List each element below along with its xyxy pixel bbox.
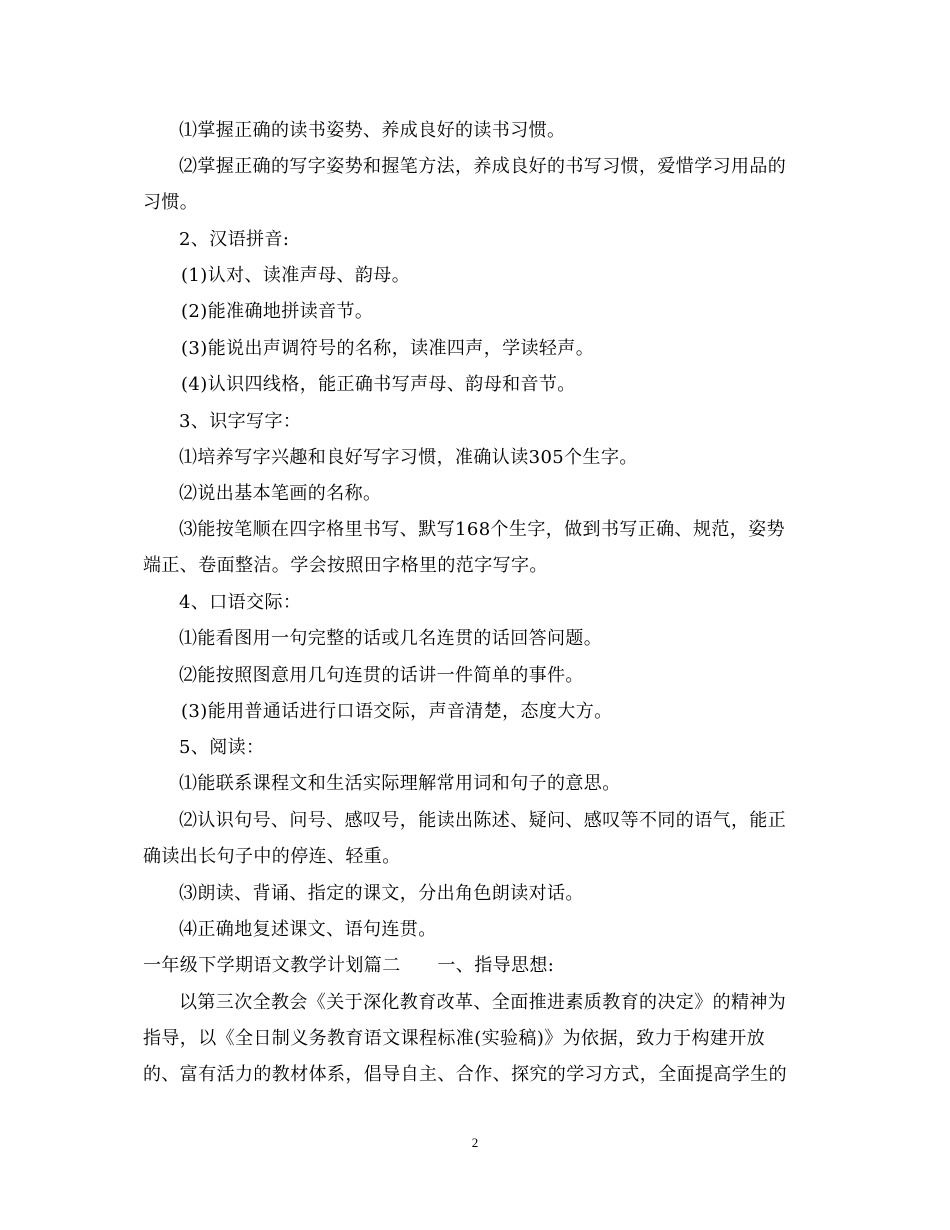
section-heading: 2、汉语拼音:	[179, 229, 290, 250]
article-heading: 一年级下学期语文教学计划篇二 一、指导思想:	[143, 955, 555, 976]
text-line: 端正、卷面整洁。学会按照田字格里的范字写字。	[143, 555, 548, 576]
text-line: ⑴掌握正确的读书姿势、养成良好的读书习惯。	[179, 120, 566, 141]
section-heading: 3、识字写字：	[179, 411, 302, 432]
text-line: ⑵说出基本笔画的名称。	[179, 483, 382, 504]
text-line: 的、富有活力的教材体系，倡导自主、合作、探究的学习方式，全面提高学生的	[143, 1064, 787, 1085]
text-line: ⑵认识句号、问号、感叹号，能读出陈述、疑问、感叹等不同的语气，能正	[179, 810, 787, 831]
section-heading: 4、口语交际：	[179, 592, 302, 613]
text-line: (4)认识四线格，能正确书写声母、韵母和音节。	[181, 374, 576, 395]
text-line: ⑶能按笔顺在四字格里书写、默写168个生字，做到书写正确、规范，姿势	[179, 519, 785, 540]
text-line: 确读出长句子中的停连、轻重。	[143, 846, 401, 867]
text-line: 指导，以《全日制义务教育语文课程标准(实验稿)》为依据，致力于构建开放	[143, 1028, 766, 1049]
text-line: ⑴能看图用一句完整的话或几名连贯的话回答问题。	[179, 628, 603, 649]
text-line: (2)能准确地拼读音节。	[181, 301, 374, 322]
text-line: ⑵掌握正确的写字姿势和握笔方法，养成良好的书写习惯，爱惜学习用品的	[179, 156, 787, 177]
text-line: 习惯。	[143, 192, 199, 213]
text-line: ⑶朗读、背诵、指定的课文，分出角色朗读对话。	[179, 883, 584, 904]
text-line: (3)能用普通话进行口语交际，声音清楚，态度大方。	[181, 701, 613, 722]
text-line: (3)能说出声调符号的名称，读准四声，学读轻声。	[181, 338, 595, 359]
page-number: 2	[471, 1135, 479, 1150]
text-line: 以第三次全教会《关于深化教育改革、全面推进素质教育的决定》的精神为	[179, 992, 787, 1013]
section-heading: 5、阅读：	[179, 737, 265, 758]
text-line: ⑷正确地复述课文、语句连贯。	[179, 919, 437, 940]
text-line: ⑴培养写字兴趣和良好写字习惯，准确认读305个生字。	[179, 447, 638, 468]
text-line: ⑵能按照图意用几句连贯的话讲一件简单的事件。	[179, 665, 584, 686]
text-line: ⑴能联系课程文和生活实际理解常用词和句子的意思。	[179, 773, 621, 794]
text-line: (1)认对、读准声母、韵母。	[181, 265, 411, 286]
